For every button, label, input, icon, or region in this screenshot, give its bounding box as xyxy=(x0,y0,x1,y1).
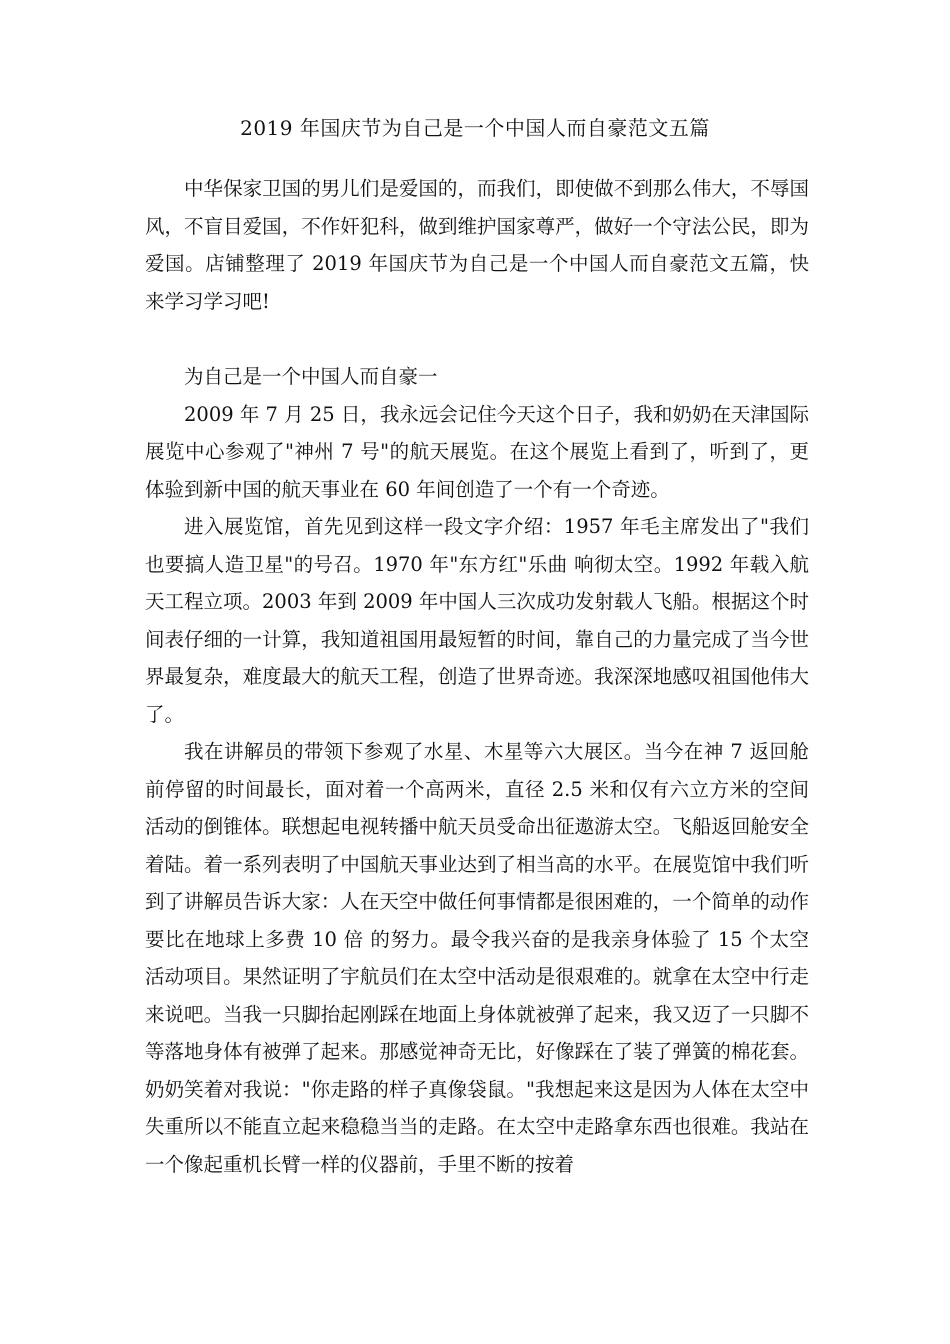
intro-block xyxy=(145,170,809,320)
body-paragraph: 2009 年 7 月 25 日，我永远会记住今天这个日子，我和奶奶在天津国际展览中心参观了"神州 7 号"的航天展览。在这个展览上看到了，听到了，更体验到新中国的航天事业在 60 年间创造了一个有一个奇迹。 xyxy=(145,402,809,501)
intro-paragraph: 中华保家卫国的男儿们是爱国的，而我们，即使做不到那么伟大，不辱国风，不盲目爱国，不作奸犯科，做到维护国家尊严，做好一个守法公民，即为爱国。店铺整理了 2019 年国庆节为自己是一个中国人而自豪范文五篇，快来学习学习吧! xyxy=(145,177,809,313)
body-paragraph: 进入展览馆，首先见到这样一段文字介绍：1957 年毛主席发出了"我们也要搞人造卫星"的号召。1970 年"东方红"乐曲 响彻太空。1992 年载入航天工程立项。2003 年到 2009 年中国人三次成功发射载人飞船。根据这个时间表仔细的一计算，我知道祖国用最短暂的时间，靠自己的力量完成了当今世界最复杂，难度最大的航天工程，创造了世界奇迹。我深深地感叹祖国他伟大了。 xyxy=(145,515,809,726)
section-heading: 为自己是一个中国人而自豪一 xyxy=(184,365,438,388)
essay-section xyxy=(145,358,809,1183)
document-title: 2019 年国庆节为自己是一个中国人而自豪范文五篇 xyxy=(240,116,710,140)
body-paragraph: 我在讲解员的带领下参观了水星、木星等六大展区。当今在神 7 返回舱前停留的时间最长，面对着一个高两米，直径 2.5 米和仅有六立方米的空间活动的倒锥体。联想起电视转播中航天员受命出征遨游太空。飞船返回舱安全着陆。着一系列表明了中国航天事业达到了相当高的水平。在展览馆中我们听到了讲解员告诉大家：人在天空中做任何事情都是很困难的，一个简单的动作要比在地球上多费 10 倍 的努力。最令我兴奋的是我亲身体验了 15 个太空活动项目。果然证明了宇航员们在太空中活动是很艰难的。就拿在太空中行走来说吧。当我一只脚抬起刚踩在地面上身体就被弹了起来，我又迈了一只脚不等落地身体有被弹了起来。那感觉神奇无比，好像踩在了装了弹簧的棉花套。奶奶笑着对我说："你走路的样子真像袋鼠。"我想起来这是因为人体在太空中失重所以不能直立起来稳稳当当的走路。在太空中走路拿东西也很难。我站在一个像起重机长臂一样的仪器前，手里不断的按着 xyxy=(145,740,809,1176)
